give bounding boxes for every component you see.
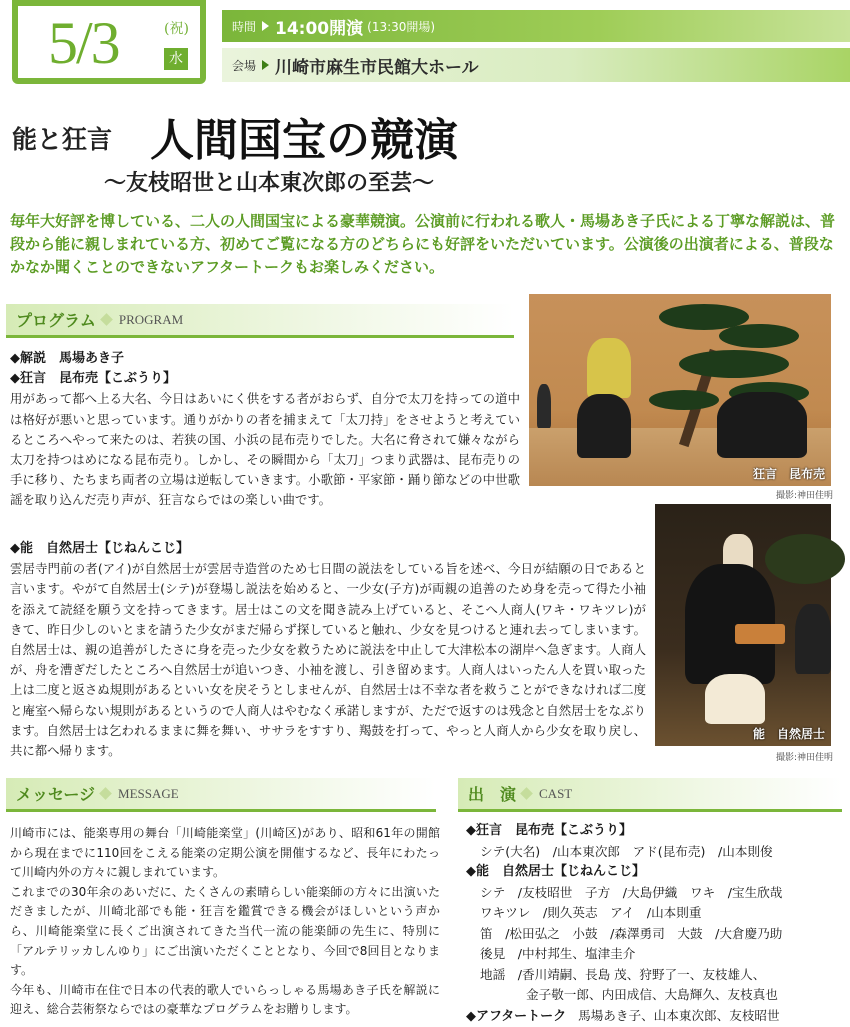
noh-photo [655,504,831,746]
cast-noh-line-1: シテ /友枝昭世 子方 /大島伊織 ワキ /宝生欣哉 [466,883,838,904]
noh-photo-credit: 撮影:神田佳明 [776,750,833,763]
message-heading [6,778,436,812]
cast-noh-line-3: 笛 /松田弘之 小鼓 /森澤勇司 大鼓 /大倉慶乃助 [466,924,838,945]
main-title: 人間国宝の競演 [150,104,458,168]
program-kyogen-block [10,349,520,511]
program-heading-en: PROGRAM [119,312,183,328]
noh-heading: ◆能 自然居士【じねんこじ】 [10,539,646,559]
cast-heading [458,778,842,812]
message-paragraph-1: 川崎市には、能楽専用の舞台「川崎能楽堂」(川崎区)があり、昭和61年の開館から現在までに110回をこえる能楽の定期公演を開催するなど、長年にわたって川崎内外の方々に親しまれています。 [10,824,440,883]
cast-kyogen-line: シテ(大名) /山本東次郎 アド(昆布売) /山本則俊 [466,842,838,863]
time-row [232,14,435,38]
cast-noh-line-4: 後見 /中村邦生、塩津圭介 [466,944,838,965]
diamond-icon [99,787,112,800]
after-talk-text: 馬場あき子、山本東次郎、友枝昭世 [578,1008,780,1023]
date-weekday: 水 [164,48,188,70]
time-sub: (13:30開場) [367,18,435,35]
subtitle: 〜友枝昭世と山本東次郎の至芸〜 [104,166,434,197]
time-main: 14:00開演 [275,14,363,39]
venue-label: 会場 [232,57,256,74]
cast-noh-line-5: 地謡 /香川靖嗣、長島 茂、狩野了一、友枝雄人、 [466,965,838,986]
program-noh-block [10,539,646,761]
time-label: 時間 [232,18,256,35]
noh-description: 雲居寺門前の者(アイ)が自然居士が雲居寺造営のため七日間の説法をしている旨を述べ、今日が結願の日であると言います。やがて自然居士(シテ)が登場し説法を始めると、一少女(子方)が両親の追善のため身を売って得た小袖を添えて読経を願う文を持ってきます。居士はこの文を聞き読み上げていると、そこへ人商人(ワキ・ワキツレ)がきて、昨日少しのいとまを請うた少女がまだ帰らず探していると触れ、少女を見つけると連れ去ってしまいます。自然居士は、親の追善がしたさに身を売った少女を救うために説法を中止して大津松本の湖岸へ急ぎます。人商人が、舟を漕ぎだしたところへ自然居士が追いつき、小袖を渡し、引き留めます。人商人はいったん人を買い取った上は二度と返さぬ規則があるといい女を戻そうとしませんが、自然居士は不幸な者を救うことができなければ二度と庵室へ帰らない規則があるというので人商人はやむなく承諾しますが、ただで返すのは残念と自然居士をなぶります。自然居士は乞われるままに舞を舞い、ササラをすすり、羯鼓を打って、やっと人商人から少女を取り戻し、共に都へ帰ります。 [10,559,646,761]
cast-noh-line-6: 金子敬一郎、内田成信、大島輝久、友枝真也 [466,985,838,1006]
kyogen-photo-caption: 狂言 昆布売 [753,465,825,482]
cast-noh-heading: ◆能 自然居士【じねんこじ】 [466,862,838,883]
noh-photo-caption: 能 自然居士 [753,725,825,742]
diamond-icon [100,313,113,326]
cast-kyogen-heading: ◆狂言 昆布売【こぶうり】 [466,821,838,842]
kyogen-description: 用があって都へ上る大名、今日はあいにく供をする者がおらず、自分で太刀を持っての道中は格好が悪いと思っています。通りがかりの者を捕まえて「太刀持」をさせようと考えているところへやって来たのは、若狭の国、小浜の昆布売りでした。大名に脅されて嫌々ながら太刀を持つはめになる昆布売り。しかし、その瞬間から「太刀」つまり武器は、昆布売りの手に移り、たちまち両者の立場は逆転していきます。小歌節・平家節・踊り節などの中世歌謡を取り込んだ売り声が、狂言ならではの楽しい曲です。 [10,389,520,510]
kyogen-heading: ◆狂言 昆布売【こぶうり】 [10,369,520,389]
message-paragraph-2: これまでの30年余のあいだに、たくさんの素晴らしい能楽師の方々に出演いただきましたが、川崎北部でも能・狂言を鑑賞できる機会がほしいという声から、川崎能楽堂に長くご出演されてきた当代一流の能楽師の先生に、特別に「アルテリッカしんゆり」にご出演いただくこととなり、今回で8回目となります。 [10,883,440,981]
cast-heading-en: CAST [539,786,572,802]
venue-name: 川崎市麻生市民館大ホール [275,53,479,78]
program-heading [6,304,514,338]
kyogen-photo [529,294,831,486]
program-heading-jp: プログラム [16,308,96,331]
genre-label: 能と狂言 [12,120,112,156]
date-box [12,0,206,84]
message-block [10,824,440,1020]
diamond-icon [520,787,533,800]
message-paragraph-3: 今年も、川崎市在住で日本の代表的歌人でいらっしゃる馬場あき子氏を解説に迎え、総合芸術祭ならではの豪華なプログラムをお贈りします。 [10,981,440,1020]
message-heading-en: MESSAGE [118,786,179,802]
cast-heading-jp: 出 演 [468,782,516,805]
kaisetsu-line: ◆解説 馬場あき子 [10,349,520,369]
intro-text: 毎年大好評を博している、二人の人間国宝による豪華競演。公演前に行われる歌人・馬場あき子氏による丁寧な解説は、普段から能に親しまれている方、初めてご覧になる方のどちらにも好評をいただいています。公演後の出演者による、普段なかなか聞くことのできないアフタートークもお楽しみください。 [10,210,842,279]
after-talk-heading: ◆アフタートーク [466,1009,566,1024]
venue-row [232,52,479,78]
arrow-icon [262,60,269,70]
date-holiday: (祝) [164,18,189,38]
cast-noh-line-2: ワキツレ /則久英志 アイ /山本則重 [466,903,838,924]
arrow-icon [262,21,269,31]
kyogen-photo-credit: 撮影:神田佳明 [776,488,833,501]
after-talk-line [466,1006,838,1027]
cast-block [466,821,838,1027]
date-day: 5/3 [48,8,119,78]
message-heading-jp: メッセージ [16,782,95,805]
